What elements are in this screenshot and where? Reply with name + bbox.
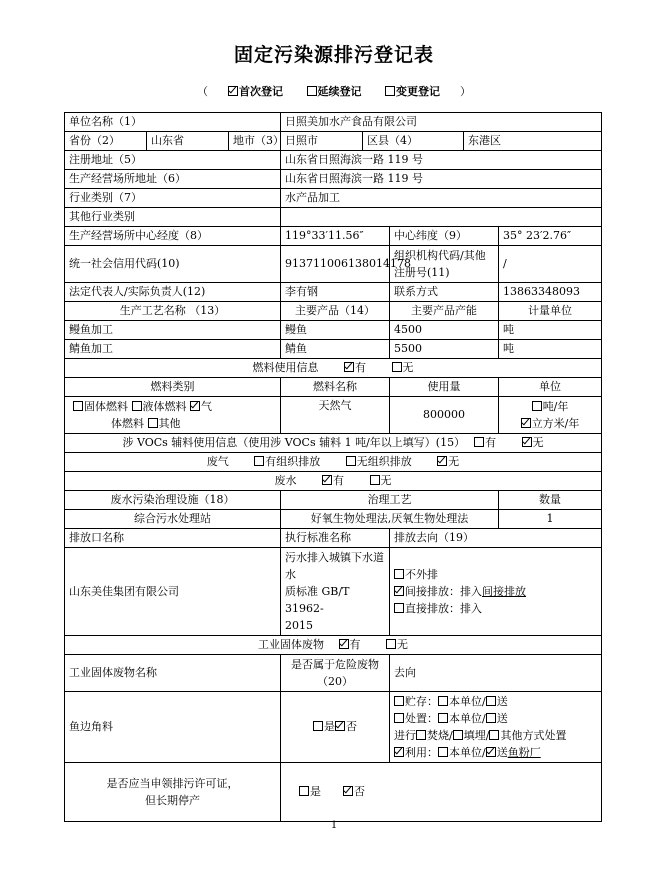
water-count[interactable]: 1 [499, 510, 602, 529]
process-name[interactable]: 鲭鱼加工 [65, 340, 281, 359]
checkbox-checked-icon[interactable] [343, 786, 353, 796]
production-header [65, 302, 602, 321]
org-code-label: 组织机构代码/其他注册号(11) [390, 246, 499, 283]
checkbox-checked-icon[interactable] [394, 586, 404, 596]
checkbox-icon[interactable] [392, 362, 402, 372]
county-label: 区县（4） [363, 132, 464, 151]
legal-rep-label: 法定代表人/实际负责人(12) [65, 283, 281, 302]
legal-rep[interactable]: 李有钢 [281, 283, 390, 302]
solid-waste-name[interactable]: 鱼边角料 [65, 692, 281, 763]
product-name[interactable]: 鲭鱼 [281, 340, 390, 359]
checkbox-checked-icon[interactable] [339, 639, 349, 649]
checkbox-icon[interactable] [307, 86, 317, 96]
checkbox-icon[interactable] [132, 401, 142, 411]
checkbox-icon[interactable] [394, 713, 404, 723]
checkbox-icon[interactable] [385, 86, 395, 96]
credit-code-label: 统一社会信用代码(10) [65, 246, 281, 283]
standard-name[interactable]: 污水排入城镇下水道水 质标准 GB/T 31962- 2015 [281, 548, 390, 636]
site-address-label: 生产经营场所地址（6） [65, 170, 281, 189]
other-industry-label: 其他行业类别 [65, 208, 281, 227]
checkbox-icon[interactable] [299, 786, 309, 796]
solid-name-header: 工业固体废物名称 [65, 655, 281, 692]
fuel-yes: 有 [355, 361, 367, 374]
latitude[interactable]: 35° 23′2.76″ [499, 227, 602, 246]
capacity-header: 主要产品产能 [390, 302, 499, 321]
checkbox-icon[interactable] [346, 456, 356, 466]
standard-header: 执行标准名称 [281, 529, 390, 548]
checkbox-checked-icon[interactable] [344, 362, 354, 372]
row-region [65, 132, 602, 151]
solid-header [65, 655, 602, 692]
checkbox-icon[interactable] [532, 401, 542, 411]
county[interactable]: 东港区 [464, 132, 602, 151]
solid-waste-row [65, 692, 602, 763]
water-facility-header [65, 491, 602, 510]
site-address[interactable]: 山东省日照海滨一路 119 号 [281, 170, 602, 189]
waste-gas: 废气 有组织排放 无组织排放 无 [65, 453, 602, 472]
other-industry[interactable] [281, 208, 602, 227]
unit-name[interactable]: 日照美加水产食品有限公司 [281, 113, 602, 132]
checkbox-icon[interactable] [486, 696, 496, 706]
capacity-value[interactable]: 5500 [390, 340, 499, 359]
outlet-row [65, 548, 602, 636]
fuel-unit-header: 单位 [499, 378, 602, 397]
permit-question: 是否应当申领排污许可证， 但长期停产 [65, 763, 281, 822]
checkbox-icon[interactable] [394, 696, 404, 706]
fuel-section [65, 359, 602, 378]
hazard-choice: 是 否 [281, 692, 390, 763]
reg-open: （ [197, 85, 208, 98]
industry[interactable]: 水产品加工 [281, 189, 602, 208]
water-process[interactable]: 好氧生物处理法,厌氧生物处理法 [281, 510, 499, 529]
reg-first[interactable]: 首次登记 [228, 85, 283, 98]
outlet-header [65, 529, 602, 548]
org-code[interactable]: / [499, 246, 602, 283]
solid-dest-header: 去向 [390, 655, 602, 692]
waste-water: 废水 有 无 [65, 472, 602, 491]
checkbox-icon[interactable] [386, 639, 396, 649]
registration-type [0, 83, 668, 99]
contact-label: 联系方式 [390, 283, 499, 302]
hazard-header: 是否属于危险废物 （20） [281, 655, 390, 692]
fuel-row [65, 397, 602, 434]
checkbox-icon[interactable] [254, 456, 264, 466]
page-number: 1 [330, 820, 338, 831]
checkbox-icon[interactable] [453, 730, 463, 740]
row-coordinates [65, 227, 602, 246]
unit-name-label: 单位名称（1） [65, 113, 281, 132]
row-industry [65, 189, 602, 208]
row-other-industry [65, 208, 602, 227]
solid-row [65, 636, 602, 655]
product-header: 主要产品（14） [281, 302, 390, 321]
permit-row [65, 763, 602, 822]
water-facility[interactable]: 综合污水处理站 [65, 510, 281, 529]
checkbox-checked-icon[interactable] [322, 475, 332, 485]
reg-address[interactable]: 山东省日照海滨一路 119 号 [281, 151, 602, 170]
product-name[interactable]: 鳗鱼 [281, 321, 390, 340]
process-header: 生产工艺名称 （13） [65, 302, 281, 321]
credit-code[interactable]: 913711006138014178 [281, 246, 390, 283]
unit-header: 计量单位 [499, 302, 602, 321]
checkbox-icon[interactable] [73, 401, 83, 411]
fuel-amount[interactable]: 800000 [390, 397, 499, 434]
fuel-no: 无 [402, 361, 414, 374]
outlet-name-header: 排放口名称 [65, 529, 281, 548]
checkbox-icon[interactable] [474, 437, 484, 447]
water-facility-header-cell: 废水污染治理设施（18） [65, 491, 281, 510]
production-row [65, 340, 602, 359]
row-site-address [65, 170, 602, 189]
form-title: 固定污染源排污登记表 [233, 44, 434, 66]
checkbox-icon[interactable] [370, 475, 380, 485]
process-name[interactable]: 鳗鱼加工 [65, 321, 281, 340]
reg-close: ） [460, 85, 471, 98]
fuel-name-header: 燃料名称 [281, 378, 390, 397]
latitude-label: 中心纬度（9） [390, 227, 499, 246]
destination-header: 排放去向（19） [390, 529, 602, 548]
province[interactable]: 山东省 [147, 132, 229, 151]
checkbox-icon[interactable] [394, 603, 404, 613]
fuel-category: 固体燃料 液体燃料 气 体燃料 其他 [65, 397, 281, 434]
city[interactable]: 日照市 [281, 132, 363, 151]
permit-choice: 是 否 [281, 763, 602, 822]
fuel-name[interactable]: 天然气 [281, 397, 390, 434]
registration-table [64, 112, 602, 822]
reg-address-label: 注册地址（5） [65, 151, 281, 170]
fuel-section-row [65, 359, 602, 378]
row-legal-rep [65, 283, 602, 302]
checkbox-icon[interactable] [489, 730, 499, 740]
fuel-amount-header: 使用量 [390, 378, 499, 397]
row-credit-code [65, 246, 602, 283]
contact[interactable]: 13863348093 [499, 283, 602, 302]
use-target: 鱼粉厂 [507, 746, 541, 759]
water-row [65, 472, 602, 491]
checkbox-checked-icon[interactable] [190, 401, 200, 411]
city-label: 地市（3） [229, 132, 281, 151]
solid-destination: 贮存： 本单位/ 送 处置： 本单位/ 送 进行 焚烧/ 填埋/ 其他方式处置 利用： 本单位/ 送鱼粉厂 [390, 692, 602, 763]
capacity-unit[interactable]: 吨 [499, 340, 602, 359]
fuel-header [65, 378, 602, 397]
checkbox-checked-icon[interactable] [228, 86, 238, 96]
checkbox-icon[interactable] [148, 418, 158, 428]
fuel-cat-header: 燃料类别 [65, 378, 281, 397]
checkbox-checked-icon[interactable] [335, 721, 345, 731]
water-count-header: 数量 [499, 491, 602, 510]
capacity-value[interactable]: 4500 [390, 321, 499, 340]
checkbox-icon[interactable] [416, 730, 426, 740]
outlet-name[interactable]: 山东美佳集团有限公司 [65, 548, 281, 636]
row-reg-address [65, 151, 602, 170]
vocs-info: 涉 VOCs 辅料使用信息（使用涉 VOCs 辅料 1 吨/年以上填写）(15） 有 无 [65, 434, 602, 453]
indirect-target: 间接排放 [482, 585, 527, 598]
checkbox-icon[interactable] [438, 696, 448, 706]
industry-label: 行业类别（7） [65, 189, 281, 208]
capacity-unit[interactable]: 吨 [499, 321, 602, 340]
solid-waste: 工业固体废物 有 无 [65, 636, 602, 655]
fuel-section-label: 燃料使用信息 [252, 361, 319, 374]
longitude[interactable]: 119°33′11.56″ [281, 227, 390, 246]
gas-row [65, 453, 602, 472]
water-facility-row [65, 510, 602, 529]
checkbox-checked-icon[interactable] [486, 747, 496, 757]
water-process-header: 治理工艺 [281, 491, 499, 510]
production-row [65, 321, 602, 340]
longitude-label: 生产经营场所中心经度（8） [65, 227, 281, 246]
province-label: 省份（2） [65, 132, 147, 151]
row-unit-name [65, 113, 602, 132]
checkbox-checked-icon[interactable] [394, 747, 404, 757]
vocs-row [65, 434, 602, 453]
reg-continue[interactable]: 延续登记 [307, 85, 362, 98]
fuel-unit: 吨/年 立方米/年 [499, 397, 602, 434]
checkbox-checked-icon[interactable] [521, 418, 531, 428]
checkbox-icon[interactable] [394, 569, 404, 579]
checkbox-icon[interactable] [438, 747, 448, 757]
checkbox-checked-icon[interactable] [522, 437, 532, 447]
discharge-destination: 不外排 间接排放：排入间接排放 直接排放：排入 [390, 548, 602, 636]
reg-change[interactable]: 变更登记 [385, 85, 440, 98]
checkbox-icon[interactable] [486, 713, 496, 723]
checkbox-icon[interactable] [438, 713, 448, 723]
checkbox-icon[interactable] [313, 721, 323, 731]
checkbox-checked-icon[interactable] [437, 456, 447, 466]
